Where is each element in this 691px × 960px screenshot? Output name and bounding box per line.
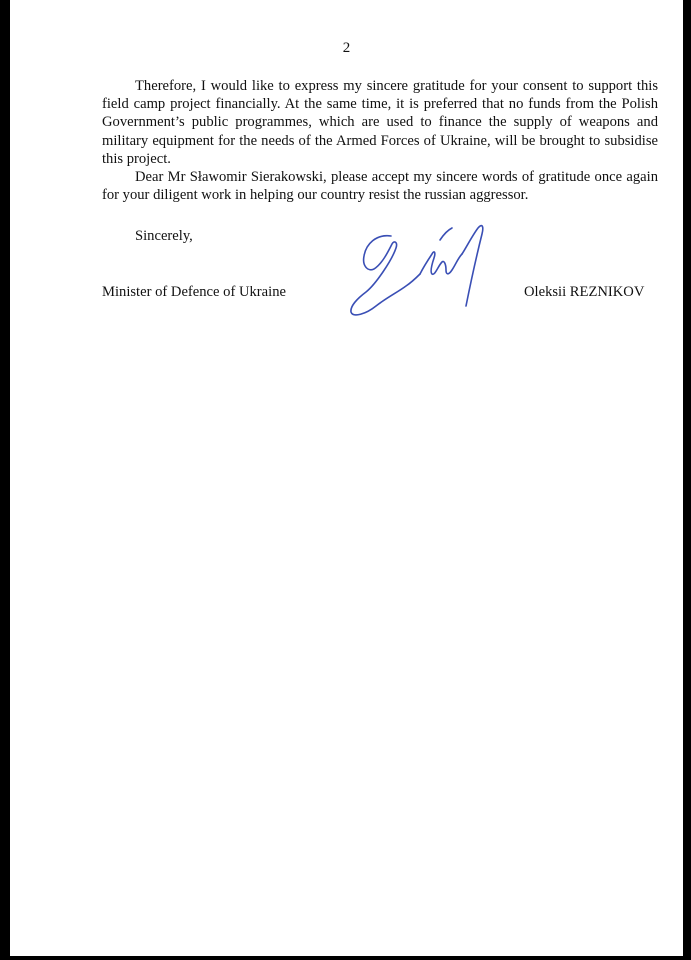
signatory-name: Oleksii REZNIKOV	[524, 284, 645, 300]
letter-body	[102, 77, 658, 204]
paragraph-gratitude: Therefore, I would like to express my sincere gratitude for your consent to support this field camp project financially. At the same time, it is preferred that no funds from the Polish Government’s public programmes, which are used to finance the supply of weapons and military equipment for the needs of the Armed Forces of Ukraine, will be brought to subsidise this project.	[102, 78, 658, 167]
closing: Sincerely,	[135, 228, 193, 244]
letter-page	[10, 0, 683, 956]
signature-icon	[336, 214, 506, 324]
signatory-title: Minister of Defence of Ukraine	[102, 284, 286, 300]
paragraph-thanks: Dear Mr Sławomir Sierakowski, please accept my sincere words of gratitude once again for your diligent work in helping our country resist the russian aggressor.	[102, 169, 658, 204]
page-number: 2	[342, 40, 351, 56]
